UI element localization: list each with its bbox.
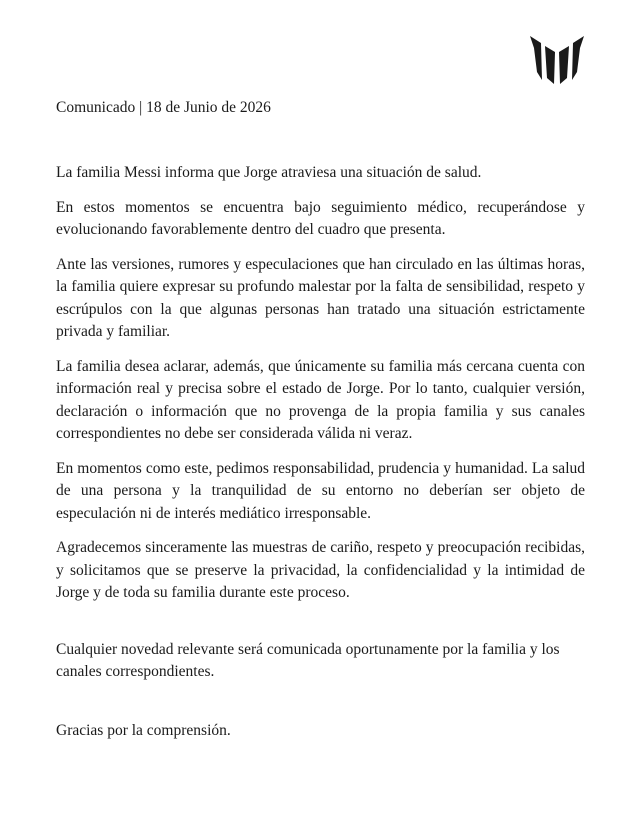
paragraph-5: En momentos como este, pedimos responsabilidad, prudencia y humanidad. La salud de una persona y la tranquilidad de su entorno no deberían ser objeto de especulación ni de interés mediático irresponsable. — [56, 459, 585, 522]
paragraph-4: La familia desea aclarar, además, que únicamente su familia más cercana cuenta con información real y precisa sobre el estado de Jorge. Por lo tanto, cualquier versión, declaración o información que no provenga de la propia familia y sus canales correspondientes no debe ser considerada válida ni veraz. — [56, 357, 585, 442]
paragraph-6: Agradecemos sinceramente las muestras de cariño, respeto y preocupación recibidas, y solicitamos que se preserve la privacidad, la confidencialidad y la intimidad de Jorge y de toda su familia durante este proceso. — [56, 539, 585, 601]
closing-line: Gracias por la comprensión. — [56, 721, 231, 739]
statement-body — [56, 162, 585, 754]
paragraph-1: La familia Messi informa que Jorge atraviesa una situación de salud. — [56, 164, 482, 181]
paragraph-3: Ante las versiones, rumores y especulaciones que han circulado en las últimas horas, la familia quiere expresar su profundo malestar por la falta de sensibilidad, respeto y escrúpulos con la que algunas personas han tratado una situación estrictamente privada y familiar. — [56, 255, 585, 340]
messi-logo-icon — [528, 34, 586, 86]
paragraph-7: Cualquier novedad relevante será comunicada oportunamente por la familia y los canales correspondientes. — [56, 640, 560, 680]
paragraph-2: En estos momentos se encuentra bajo seguimiento médico, recuperándose y evolucionando favorablemente dentro del cuadro que presenta. — [56, 198, 585, 238]
statement-header: Comunicado | 18 de Junio de 2026 — [56, 99, 271, 116]
